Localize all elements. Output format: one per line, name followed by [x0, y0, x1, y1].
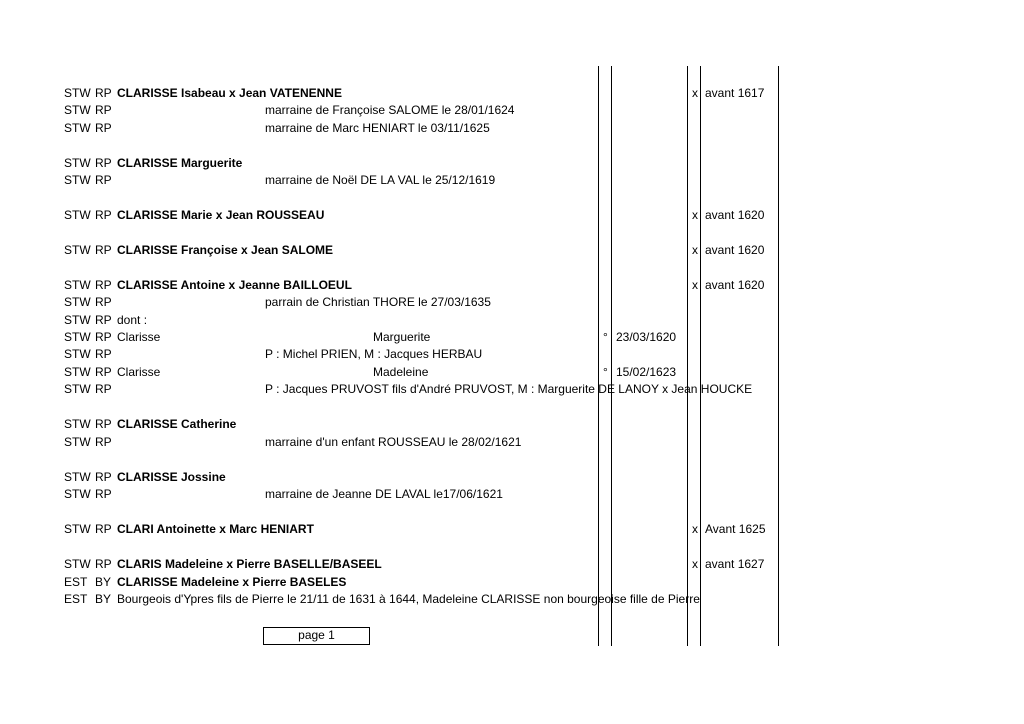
- row-parish-code: RP: [95, 243, 112, 257]
- row-parish-code: RP: [95, 365, 112, 379]
- row-source-code: STW: [64, 243, 91, 257]
- row-parish-code: RP: [95, 156, 112, 170]
- marriage-date: avant 1620: [705, 243, 765, 257]
- row-source-code: EST: [64, 592, 88, 606]
- marriage-mark: x: [692, 243, 698, 257]
- row-source-code: STW: [64, 121, 91, 135]
- column-rule: [611, 66, 612, 646]
- row-parish-code: RP: [95, 121, 112, 135]
- row-parish-code: RP: [95, 470, 112, 484]
- row-parish-code: RP: [95, 86, 112, 100]
- row-parish-code: BY: [95, 592, 112, 606]
- marriage-mark: x: [692, 208, 698, 222]
- person-name: CLARISSE Catherine: [117, 417, 237, 431]
- row-parish-code: RP: [95, 382, 112, 396]
- person-name: CLARISSE Antoine x Jeanne BAILLOEUL: [117, 278, 352, 292]
- row-source-code: STW: [64, 156, 91, 170]
- row-source-code: STW: [64, 522, 91, 536]
- person-name: CLARISSE Marie x Jean ROUSSEAU: [117, 208, 325, 222]
- row-description: marraine d'un enfant ROUSSEAU le 28/02/1621: [265, 435, 522, 449]
- row-source-code: STW: [64, 382, 91, 396]
- marriage-mark: x: [692, 86, 698, 100]
- marriage-date: avant 1620: [705, 208, 765, 222]
- person-name: CLARISSE Madeleine x Pierre BASELES: [117, 575, 347, 589]
- row-text: Clarisse: [117, 330, 161, 344]
- row-parish-code: RP: [95, 435, 112, 449]
- marriage-date: avant 1627: [705, 557, 765, 571]
- person-name: CLARISSE Jossine: [117, 470, 226, 484]
- person-name: CLARISSE Marguerite: [117, 156, 243, 170]
- row-description: P : Jacques PRUVOST fils d'André PRUVOST, M : Marguerite DE LANOY x Jean HOUCKE: [265, 382, 753, 396]
- birth-symbol: °: [603, 365, 608, 379]
- person-name: CLARI Antoinette x Marc HENIART: [117, 522, 314, 536]
- row-parish-code: RP: [95, 522, 112, 536]
- marriage-mark: x: [692, 278, 698, 292]
- row-parish-code: RP: [95, 295, 112, 309]
- row-parish-code: RP: [95, 173, 112, 187]
- row-source-code: STW: [64, 295, 91, 309]
- row-source-code: STW: [64, 435, 91, 449]
- row-source-code: STW: [64, 557, 91, 571]
- row-parish-code: RP: [95, 487, 112, 501]
- row-source-code: STW: [64, 347, 91, 361]
- column-rule: [598, 66, 599, 646]
- marriage-date: Avant 1625: [705, 522, 766, 536]
- row-text: Bourgeois d'Ypres fils de Pierre le 21/11 de 1631 à 1644, Madeleine CLARISSE non bourgeoise fille de Pierre: [117, 592, 700, 606]
- person-name: CLARISSE Isabeau x Jean VATENENNE: [117, 86, 342, 100]
- page-number-box: [263, 627, 370, 645]
- row-parish-code: RP: [95, 313, 112, 327]
- first-name: Madeleine: [373, 365, 429, 379]
- row-description: marraine de Marc HENIART le 03/11/1625: [265, 121, 490, 135]
- row-source-code: STW: [64, 173, 91, 187]
- marriage-mark: x: [692, 522, 698, 536]
- first-name: Marguerite: [373, 330, 431, 344]
- row-source-code: STW: [64, 86, 91, 100]
- row-source-code: EST: [64, 575, 88, 589]
- row-parish-code: RP: [95, 208, 112, 222]
- person-name: CLARISSE Françoise x Jean SALOME: [117, 243, 334, 257]
- row-parish-code: BY: [95, 575, 112, 589]
- row-parish-code: RP: [95, 557, 112, 571]
- row-description: parrain de Christian THORE le 27/03/1635: [265, 295, 491, 309]
- row-description: marraine de Françoise SALOME le 28/01/1624: [265, 103, 515, 117]
- row-source-code: STW: [64, 278, 91, 292]
- birth-date: 23/03/1620: [616, 330, 677, 344]
- row-parish-code: RP: [95, 278, 112, 292]
- column-rule: [778, 66, 779, 646]
- marriage-mark: x: [692, 557, 698, 571]
- row-description: marraine de Noël DE LA VAL le 25/12/1619: [265, 173, 496, 187]
- row-description: P : Michel PRIEN, M : Jacques HERBAU: [265, 347, 483, 361]
- row-parish-code: RP: [95, 417, 112, 431]
- row-source-code: STW: [64, 417, 91, 431]
- row-parish-code: RP: [95, 103, 112, 117]
- row-text: Clarisse: [117, 365, 161, 379]
- row-source-code: STW: [64, 487, 91, 501]
- marriage-date: avant 1620: [705, 278, 765, 292]
- birth-date: 15/02/1623: [616, 365, 677, 379]
- row-source-code: STW: [64, 313, 91, 327]
- birth-symbol: °: [603, 330, 608, 344]
- row-source-code: STW: [64, 470, 91, 484]
- row-parish-code: RP: [95, 347, 112, 361]
- row-parish-code: RP: [95, 330, 112, 344]
- marriage-date: avant 1617: [705, 86, 765, 100]
- column-rule: [687, 66, 688, 646]
- row-source-code: STW: [64, 330, 91, 344]
- row-source-code: STW: [64, 365, 91, 379]
- person-name: CLARIS Madeleine x Pierre BASELLE/BASEEL: [117, 557, 382, 571]
- row-source-code: STW: [64, 208, 91, 222]
- row-text: dont :: [117, 313, 148, 327]
- column-rule: [700, 66, 701, 646]
- row-source-code: STW: [64, 103, 91, 117]
- row-description: marraine de Jeanne DE LAVAL le17/06/1621: [265, 487, 503, 501]
- page-number: page 1: [298, 628, 335, 642]
